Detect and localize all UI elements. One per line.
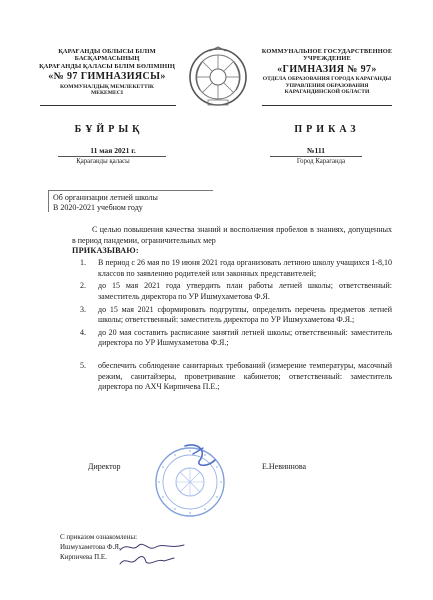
intro-paragraph: С целью повышения качества знаний и восполнения пробелов в знаниях, допущенных в период пандемии, ограничительных мер — [72, 225, 392, 245]
item-number: 2. — [80, 281, 86, 291]
list-item — [72, 305, 392, 326]
date-underline — [58, 156, 166, 157]
official-seal-icon — [145, 440, 235, 520]
header-kz-line1: ҚАРАҒАНДЫ ОБЛЫСЫ БІЛІМ БАСҚАРМАСЫНЫҢ — [58, 48, 156, 63]
list-spacer — [72, 351, 392, 359]
header-kz-line2: ҚАРАҒАНДЫ ҚАЛАСЫ БІЛІМ БӨЛІМІНІҢ — [39, 62, 175, 70]
order-word-russian: ПРИКАЗ — [294, 124, 360, 135]
order-directive-word: ПРИКАЗЫВАЮ: — [72, 246, 139, 255]
list-item — [72, 281, 392, 302]
header-kz-line3: КОММУНАЛДЫҚ МЕМЛЕКЕТТІК — [60, 83, 154, 90]
order-items-list — [72, 258, 392, 395]
order-date: 11 мая 2021 г. — [90, 146, 136, 155]
list-item — [72, 361, 392, 393]
list-item — [72, 258, 392, 279]
item-number: 3. — [80, 304, 86, 314]
signature-name: Е.Невиннова — [262, 462, 307, 471]
item-text: до 20 мая составить расписание занятий летней школы; ответственный: заместитель директора по УР Ишмухаметова Ф.Я.; — [98, 327, 392, 348]
header-ru-line2: УЧРЕЖДЕНИЕ — [303, 55, 351, 63]
header-ru-line3: ОТДЕЛА ОБРАЗОВАНИЯ ГОРОДА КАРАГАНДЫ — [262, 76, 392, 83]
acquaintance-person: Ишмухаметова Ф.Я. — [60, 543, 121, 552]
acquaintance-title: С приказом ознакомлены: — [60, 533, 138, 541]
header-ru-name: «ГИМНАЗИЯ № 97» — [277, 63, 377, 75]
city-kazakh: Қарағанды қаласы — [76, 158, 130, 165]
acquaintance-person: Кирпичева П.Е. — [60, 553, 107, 562]
item-text: В период с 26 мая по 19 июня 2021 года организовать летнюю школу учащихся 1-8,10 классов по заявлению родителей или законных представителей; — [98, 258, 392, 278]
order-word-kazakh: БҰЙРЫҚ — [74, 124, 144, 135]
header-ru-line1: КОММУНАЛЬНОЕ ГОСУДАРСТВЕННОЕ — [261, 48, 393, 55]
item-text: обеспечить соблюдение санитарных требований (измерение температуры, масочный режим, санитайзеры, проветривание кабинетов; ответственный: заместитель директора по АХЧ Кирпичева П.Е.; — [98, 361, 392, 392]
subject-line1: Об организации летней школы — [53, 193, 158, 202]
header-russian — [248, 48, 406, 95]
header-left-rule — [40, 105, 176, 106]
header-kz-name: «№ 97 ГИМНАЗИЯСЫ» — [48, 71, 166, 83]
item-number: 4. — [80, 327, 86, 337]
signature-role: Директор — [88, 462, 121, 471]
order-number: №111 — [306, 146, 326, 155]
handwritten-signature-icon — [118, 552, 178, 568]
list-item — [72, 328, 392, 349]
state-emblem-icon — [188, 46, 248, 108]
item-text: до 15 мая 2021 сформировать подгруппы, определить перечень предметов летней школы; ответственный: заместитель директора по УР Ишмухаметова Ф.Я.; — [98, 304, 392, 325]
header-ru-line4: УПРАВЛЕНИЯ ОБРАЗОВАНИЯ — [285, 82, 369, 89]
header-ru-line5: КАРАГАНДИНСКОЙ ОБЛАСТИ — [284, 89, 370, 96]
item-number: 1. — [80, 258, 86, 267]
city-russian: Город Караганда — [296, 158, 346, 165]
number-underline — [270, 156, 362, 157]
order-subject — [48, 190, 213, 212]
item-number: 5. — [80, 361, 86, 370]
header-kazakh — [28, 48, 186, 96]
item-text: до 15 мая 2021 года утвердить план работы летней школы; ответственный: заместитель директора по УР Ишмухаметова Ф.Я. — [98, 281, 392, 301]
subject-line2: В 2020-2021 учебном году — [53, 202, 143, 212]
header-right-rule — [262, 105, 392, 106]
header-kz-line4: МЕКЕМЕСІ — [90, 90, 124, 96]
